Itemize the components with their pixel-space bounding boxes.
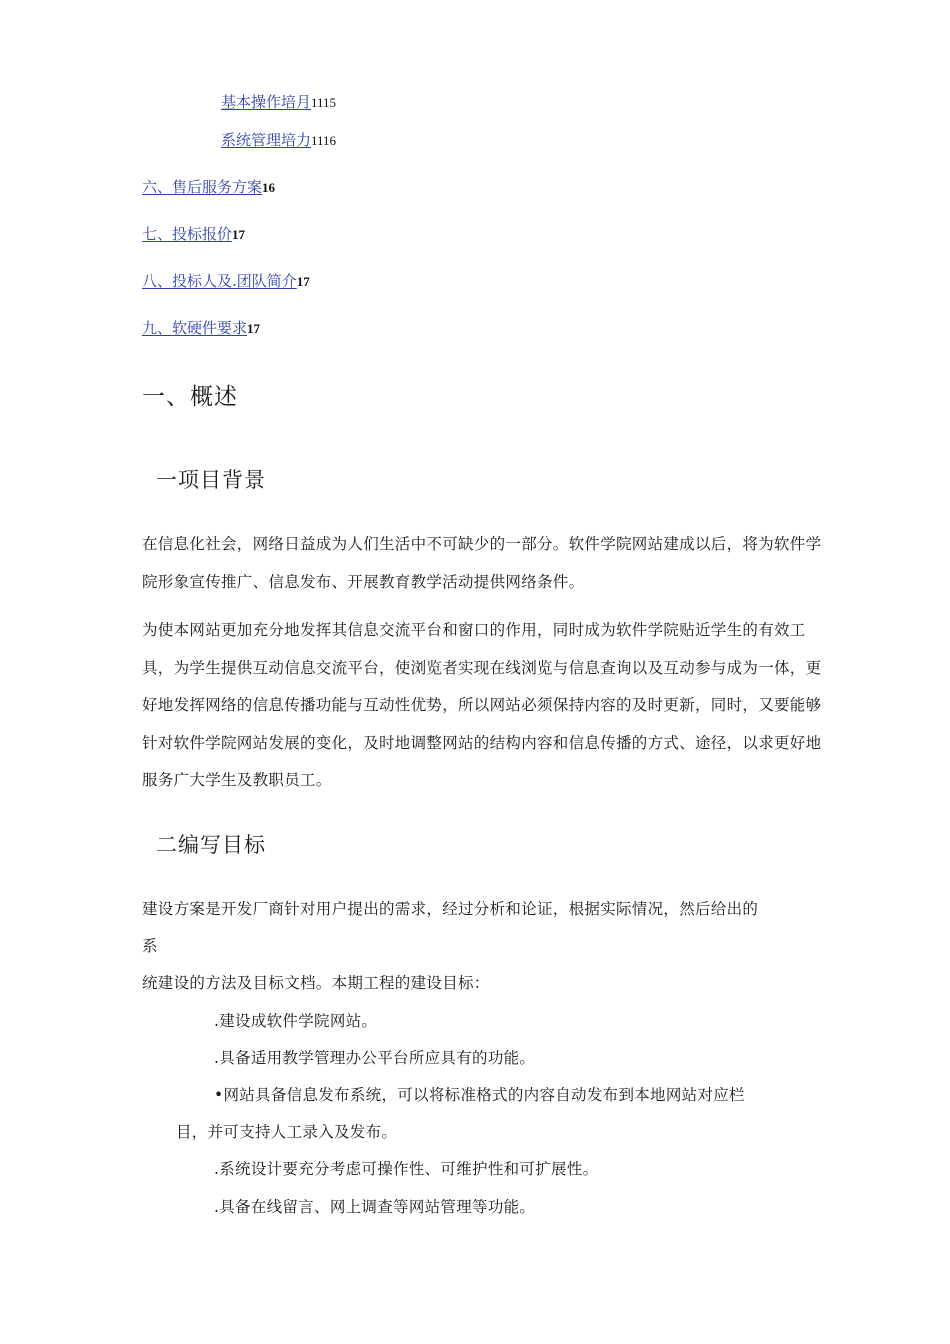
toc-entry-page: 17 xyxy=(232,227,246,242)
toc-entry[interactable] xyxy=(142,318,260,339)
paragraph-background-1: 在信息化社会，网络日益成为人们生活中不可缺少的一部分。软件学院网站建成以后，将为软件学院形象宣传推广、信息发布、开展教育教学活动提供网络条件。 xyxy=(142,535,822,591)
toc-entry[interactable] xyxy=(142,177,275,198)
toc-entry-page: 17 xyxy=(247,321,261,336)
toc-entry-label[interactable]: 九、软硬件要求 xyxy=(142,319,248,337)
subsection-heading-background: 一项目背景 xyxy=(156,468,266,492)
toc-entry-label[interactable]: 七、投标报价 xyxy=(142,225,233,243)
subsection-heading-goals: 二编写目标 xyxy=(156,833,266,857)
section-heading-overview: 一、概述 xyxy=(142,384,238,410)
goal-item: .建设成软件学院网站。 xyxy=(214,1012,378,1030)
toc-entry-page: 1116 xyxy=(311,133,337,148)
toc-entry-label[interactable]: 系统管理培力 xyxy=(221,131,312,149)
toc-entry[interactable] xyxy=(142,271,310,292)
toc-entry[interactable] xyxy=(221,92,336,113)
goals-intro-line: 系 xyxy=(142,937,158,955)
goals-intro-line: 统建设的方法及目标文档。本期工程的建设目标： xyxy=(142,974,490,992)
toc-entry[interactable] xyxy=(221,130,336,151)
goal-item: .具备在线留言、网上调查等网站管理等功能。 xyxy=(214,1198,536,1216)
goal-item-continuation: 目，并可支持人工录入及发布。 xyxy=(176,1123,398,1141)
toc-entry-label[interactable]: 基本操作培月 xyxy=(221,93,312,111)
paragraph-background-2: 为使本网站更加充分地发挥其信息交流平台和窗口的作用，同时成为软件学院贴近学生的有效工具，为学生提供互动信息交流平台，使浏览者实现在线浏览与信息查询以及互动参与成为一体，更好地发挥网络的信息传播功能与互动性优势，所以网站必须保持内容的及时更新，同时，又要能够针对软件学院网站发展的变化，及时地调整网站的结构内容和信息传播的方式、途径，以求更好地服务广大学生及教职员工。 xyxy=(142,621,822,789)
toc-entry-label[interactable]: 八、投标人及.团队简介 xyxy=(142,272,297,290)
toc-entry[interactable] xyxy=(142,224,245,245)
goal-item: .具备适用教学管理办公平台所应具有的功能。 xyxy=(214,1049,536,1067)
toc-entry-label[interactable]: 六、售后服务方案 xyxy=(142,178,263,196)
goal-item: .系统设计要充分考虑可操作性、可维护性和可扩展性。 xyxy=(214,1160,599,1178)
toc-entry-page: 16 xyxy=(262,180,276,195)
toc-entry-page: 1115 xyxy=(311,95,337,110)
toc-entry-page: 17 xyxy=(296,274,310,289)
goal-item: •网站具备信息发布系统，可以将标准格式的内容自动发布到本地网站对应栏 xyxy=(214,1086,745,1104)
goals-intro-line: 建设方案是开发厂商针对用户提出的需求，经过分析和论证，根据实际情况，然后给出的 xyxy=(142,900,759,918)
